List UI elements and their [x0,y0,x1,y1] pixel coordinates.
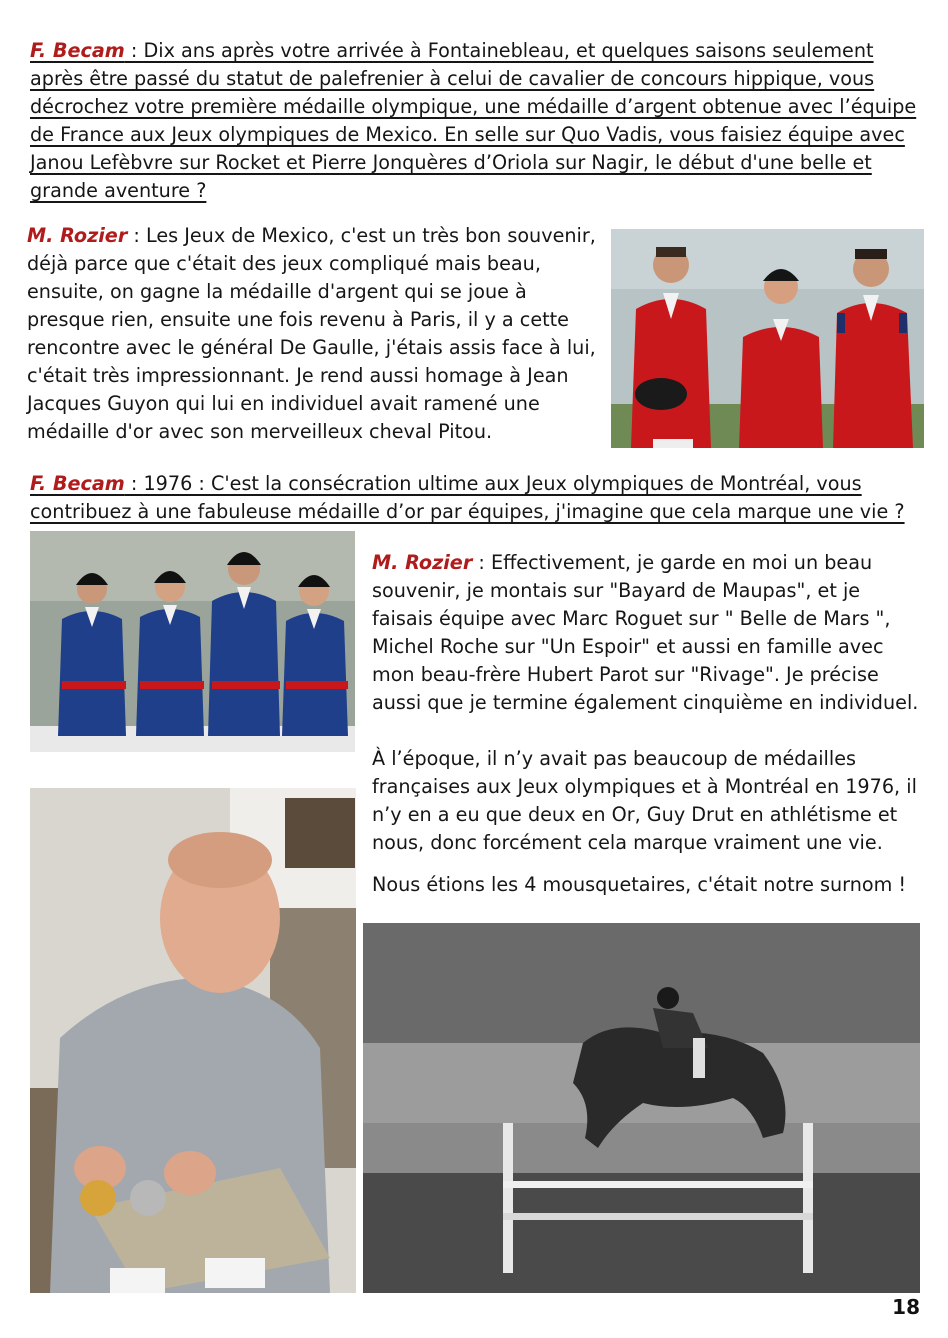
answer-2-paragraph-1: Effectivement, je garde en moi un beau souvenir, je montais sur "Bayard de Maupas", et je faisais équipe avec Marc Roguet sur " Belle de Mars ", Michel Roche sur "Un Espoir" et aussi en famille avec mon beau-frère Hubert Parot sur "Rivage". Je précise aussi que je termine également cinquième en individuel. [372,551,919,714]
question-1: F. Becam : Dix ans après votre arrivée à Fontainebleau, et quelques saisons seulement après être passé du statut de palefrenier à celui de cavalier de concours hippique, vous décrochez votre première médaille olympique, une médaille d’argent obtenue avec l’équipe de France aux Jeux olympiques de Mexico. En selle sur Quo Vadis, vous faisiez équipe avec Janou Lefèbvre sur Rocket et Pierre Jonquères d’Oriola sur Nagir, le début d'une belle et grande aventure ? [30,39,917,202]
question-2-text: 1976 : C'est la consécration ultime aux Jeux olympiques de Montréal, vous contribuez à une fabuleuse médaille d’or par équipes, j'imagine que cela marque une vie ? [30,472,905,523]
photo-rozier-medals [30,788,356,1293]
speaker-becam: F. Becam [30,39,125,62]
photo-montreal-team [30,531,355,752]
question-2: F. Becam : 1976 : C'est la consécration ultime aux Jeux olympiques de Montréal, vous contribuez à une fabuleuse médaille d’or par équipes, j'imagine que cela marque une vie ? [30,472,905,523]
question-1-text: Dix ans après votre arrivée à Fontainebleau, et quelques saisons seulement après être passé du statut de palefrenier à celui de cavalier de concours hippique, vous décrochez votre première médaille olympique, une médaille d’argent obtenue avec l’équipe de France aux Jeux olympiques de Mexico. En selle sur Quo Vadis, vous faisiez équipe avec Janou Lefèbvre sur Rocket et Pierre Jonquères d’Oriola sur Nagir, le début d'une belle et grande aventure ? [30,39,917,202]
photo-mexico-team [611,229,924,448]
answer-2: M. Rozier : Effectivement, je garde en moi un beau souvenir, je montais sur "Bayard de Maupas", et je faisais équipe avec Marc Roguet sur " Belle de Mars ", Michel Roche sur "Un Espoir" et aussi en famille avec mon beau-frère Hubert Parot sur "Rivage". Je précise aussi que je termine également cinquième en individuel. À l’époque, il n’y avait pas beaucoup de médailles françaises aux Jeux olympiques et à Montréal en 1976, il n’y en a eu que deux en Or, Guy Drut en athlétisme et nous, donc forcément cela marque vraiment une vie. Nous étions les 4 mousquetaires, c'était notre surnom ! [372,549,920,899]
speaker-rozier: M. Rozier [372,551,473,574]
answer-2-paragraph-3: Nous étions les 4 mousquetaires, c'était notre surnom ! [372,873,907,896]
photo-horse-jump [363,923,920,1293]
answer-2-paragraph-2: À l’époque, il n’y avait pas beaucoup de médailles françaises aux Jeux olympiques et à Montréal en 1976, il n’y en a eu que deux en Or, Guy Drut en athlétisme et nous, donc forcément cela marque vraiment une vie. [372,747,917,854]
answer-1-text: Les Jeux de Mexico, c'est un très bon souvenir, déjà parce que c'était des jeux compliqué mais beau, ensuite, on gagne la médaille d'argent qui se joue à presque rien, ensuite une fois revenu à Paris, il y a cette rencontre avec le général De Gaulle, j'étais assis face à lui, c'était très impressionnant. Je rend aussi homage à Jean Jacques Guyon qui lui en individuel avait ramené une médaille d'or avec son merveilleux cheval Pitou. [27,224,596,443]
speaker-becam: F. Becam [30,472,125,495]
speaker-rozier: M. Rozier [27,224,128,247]
answer-1: M. Rozier : Les Jeux de Mexico, c'est un très bon souvenir, déjà parce que c'était des jeux compliqué mais beau, ensuite, on gagne la médaille d'argent qui se joue à presque rien, ensuite une fois revenu à Paris, il y a cette rencontre avec le général De Gaulle, j'étais assis face à lui, c'était très impressionnant. Je rend aussi homage à Jean Jacques Guyon qui lui en individuel avait ramené une médaille d'or avec son merveilleux cheval Pitou. [27,224,596,443]
page-number: 18 [892,1295,920,1319]
